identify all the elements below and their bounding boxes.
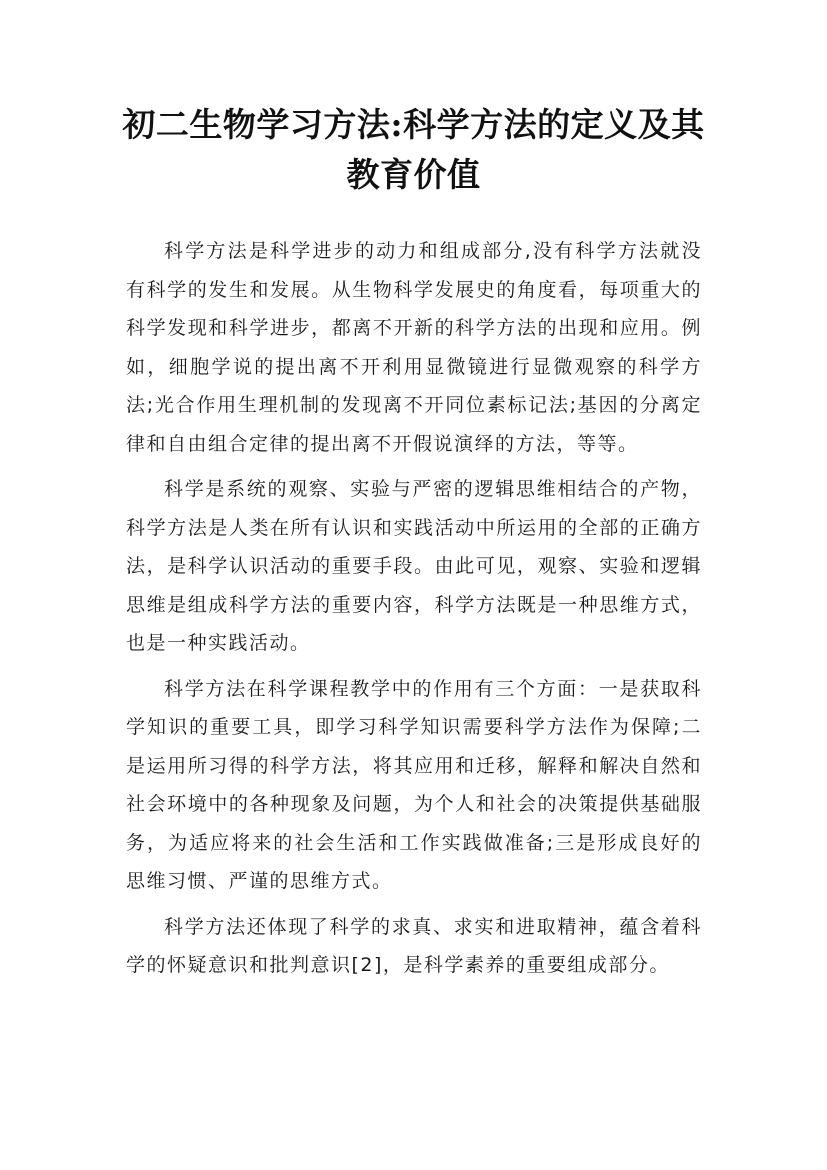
document-title: 初二生物学习方法:科学方法的定义及其教育价值 — [122, 105, 705, 194]
document-body — [126, 232, 702, 992]
paragraph-4: 科学方法还体现了科学的求真、求实和进取精神，蕴含着科学的怀疑意识和批判意识[2]，是科学素养的重要组成部分。 — [126, 915, 702, 976]
paragraph-1: 科学方法是科学进步的动力和组成部分,没有科学方法就没有科学的发生和发展。从生物科学发展史的角度看，每项重大的科学发现和科学进步，都离不开新的科学方法的出现和应用。例如，细胞学说的提出离不开利用显微镜进行显微观察的科学方法;光合作用生理机制的发现离不开同位素标记法;基因的分离定律和自由组合定律的提出离不开假说演绎的方法，等等。 — [126, 240, 702, 455]
paragraph-2: 科学是系统的观察、实验与严密的逻辑思维相结合的产物，科学方法是人类在所有认识和实践活动中所运用的全部的正确方法，是科学认识活动的重要手段。由此可见，观察、实验和逻辑思维是组成科学方法的重要内容，科学方法既是一种思维方式，也是一种实践活动。 — [126, 478, 702, 654]
paragraph-3: 科学方法在科学课程教学中的作用有三个方面：一是获取科学知识的重要工具，即学习科学知识需要科学方法作为保障;二是运用所习得的科学方法，将其应用和迁移，解释和解决自然和社会环境中的各种现象及问题，为个人和社会的决策提供基础服务，为适应将来的社会生活和工作实践做准备;三是形成良好的思维习惯、严谨的思维方式。 — [126, 677, 702, 892]
